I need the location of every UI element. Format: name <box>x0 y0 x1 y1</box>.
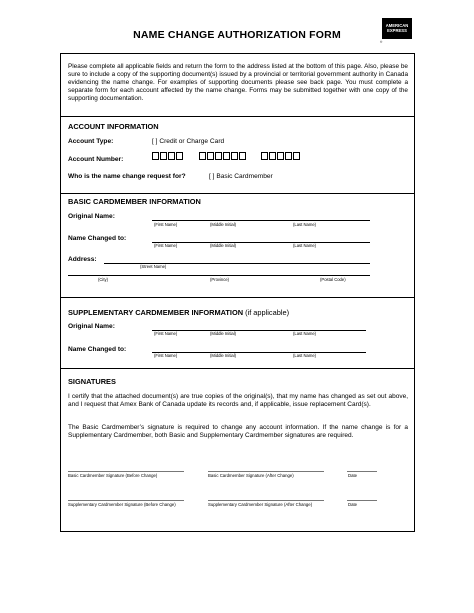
basic-heading: BASIC CARDMEMBER INFORMATION <box>68 197 201 206</box>
basic-original-name-line[interactable] <box>152 220 370 221</box>
certification-text: I certify that the attached document(s) are true copies of the original(s), that my name has changed as set out above, and I request that Amex Bank of Canada update its records and, if applicable, issue replacement Card(s). <box>68 393 408 408</box>
supp-changed-name-line[interactable] <box>152 352 366 353</box>
basic-sig-after-line[interactable] <box>208 471 324 472</box>
supp-changed-name-label: Name Changed to: <box>68 346 127 353</box>
basic-changed-name-line[interactable] <box>152 242 370 243</box>
digit-box[interactable] <box>239 152 246 160</box>
digit-box[interactable] <box>231 152 238 160</box>
signatures-heading: SIGNATURES <box>68 377 116 386</box>
supp-sig-after-caption: Supplementary Cardmember Signature (After Change) <box>208 502 313 507</box>
last-name-caption: (Last Name) <box>293 331 317 336</box>
section-divider <box>60 368 415 369</box>
province-caption: (Province) <box>210 277 230 282</box>
supp-sig-before-caption: Supplementary Cardmember Signature (Before Change) <box>68 502 176 507</box>
middle-initial-caption: (Middle Initial) <box>210 353 237 358</box>
supp-heading-text: SUPPLEMENTARY CARDMEMBER INFORMATION <box>68 308 244 317</box>
digit-box[interactable] <box>293 152 300 160</box>
date-line-1[interactable] <box>347 471 377 472</box>
date-line-2[interactable] <box>347 500 377 501</box>
signature-requirement-text: The Basic Cardmember’s signature is required to change any account information. If the name change is for a Supplementary Cardmember, both Basic and Supplementary Cardmember signatures are required. <box>68 424 408 439</box>
address-label: Address: <box>68 256 97 263</box>
amex-logo <box>382 18 412 39</box>
basic-sig-after-caption: Basic Cardmember Signature (After Change) <box>208 473 294 478</box>
digit-box[interactable] <box>277 152 284 160</box>
date-caption-1: Date <box>348 473 358 478</box>
middle-initial-caption: (Middle Initial) <box>210 243 237 248</box>
digit-box[interactable] <box>199 152 206 160</box>
digit-box[interactable] <box>223 152 230 160</box>
last-name-caption: (Last Name) <box>293 353 317 358</box>
account-heading: ACCOUNT INFORMATION <box>68 122 159 131</box>
digit-box[interactable] <box>207 152 214 160</box>
digit-box[interactable] <box>261 152 268 160</box>
supp-sig-after-line[interactable] <box>208 500 324 501</box>
postal-code-caption: (Postal Code) <box>320 277 346 282</box>
supp-sig-before-line[interactable] <box>68 500 184 501</box>
logo-registered-mark: ® <box>380 40 383 44</box>
section-divider <box>60 116 415 117</box>
digit-box[interactable] <box>285 152 292 160</box>
city-caption: (City) <box>98 277 109 282</box>
supp-original-name-label: Original Name: <box>68 323 115 330</box>
first-name-caption: (First Name) <box>154 243 178 248</box>
supp-original-name-line[interactable] <box>152 330 366 331</box>
intro-instructions: Please complete all applicable fields and return the form to the address listed at the bottom of this page. Also, please be sure to include a copy of the supporting document(s) issued by a provincial or territorial government authority in Canada evidencing the name change. For examples of supporting documents please see back page. You must complete a separate form for each account affected by the name change. Forms may be submitted together with one copy of the supporting documentation. <box>68 63 408 102</box>
request-for-label: Who is the name change request for? <box>68 173 186 180</box>
city-province-postal-line[interactable] <box>68 275 370 276</box>
logo-line-2: EXPRESS <box>387 28 407 33</box>
account-type-checkbox[interactable]: [ ] Credit or Charge Card <box>152 138 225 145</box>
digit-box[interactable] <box>160 152 167 160</box>
supp-heading-note: (if applicable) <box>243 308 290 317</box>
logo-line-1: AMERICAN <box>385 23 409 28</box>
basic-cardmember-checkbox[interactable]: [ ] Basic Cardmember <box>209 173 273 180</box>
basic-sig-before-line[interactable] <box>68 471 184 472</box>
middle-initial-caption: (Middle Initial) <box>210 331 237 336</box>
form-title: NAME CHANGE AUTHORIZATION FORM <box>133 29 341 41</box>
digit-box[interactable] <box>176 152 183 160</box>
supp-heading <box>68 308 289 317</box>
street-caption: (Street Name) <box>140 264 167 269</box>
basic-sig-before-caption: Basic Cardmember Signature (Before Change) <box>68 473 158 478</box>
account-type-label: Account Type: <box>68 138 114 145</box>
first-name-caption: (First Name) <box>154 331 178 336</box>
account-number-label: Account Number: <box>68 156 124 163</box>
last-name-caption: (Last Name) <box>293 243 317 248</box>
digit-box[interactable] <box>152 152 159 160</box>
section-divider <box>60 297 415 298</box>
digit-box[interactable] <box>269 152 276 160</box>
digit-box[interactable] <box>215 152 222 160</box>
last-name-caption: (Last Name) <box>293 222 317 227</box>
date-caption-2: Date <box>348 502 358 507</box>
basic-original-name-label: Original Name: <box>68 213 115 220</box>
section-divider <box>60 193 415 194</box>
digit-box[interactable] <box>168 152 175 160</box>
first-name-caption: (First Name) <box>154 353 178 358</box>
first-name-caption: (First Name) <box>154 222 178 227</box>
basic-changed-name-label: Name Changed to: <box>68 235 127 242</box>
middle-initial-caption: (Middle Initial) <box>210 222 237 227</box>
